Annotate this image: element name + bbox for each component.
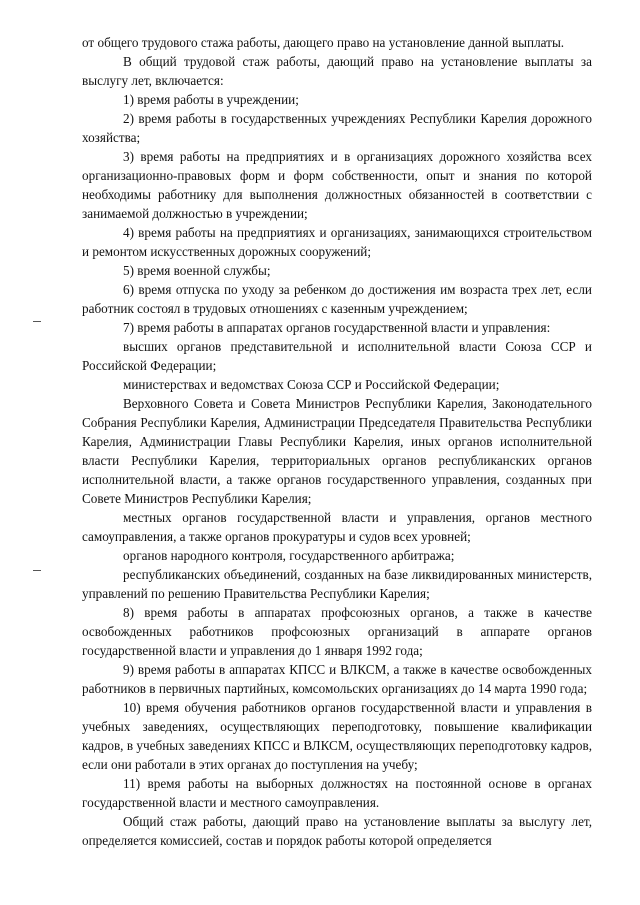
list-item-11: 11) время работы на выборных должностях на постоянной основе в органах государственной власти и местного самоуправления. <box>82 776 592 810</box>
margin-mark-upper <box>33 321 41 322</box>
list-item-9: 9) время работы в аппаратах КПСС и ВЛКСМ, а также в качестве освобожденных работников в первичных партийных, комсомольских организациях до 14 марта 1990 года; <box>82 662 592 696</box>
document-page <box>82 33 592 850</box>
list-item-7: 7) время работы в аппаратах органов государственной власти и управления: <box>123 320 551 335</box>
list-subitem-7d: местных органов государственной власти и управления, органов местного самоуправления, а также органов прокуратуры и судов всех уровней; <box>82 510 592 544</box>
margin-mark-lower <box>33 570 41 571</box>
list-item-3: 3) время работы на предприятиях и в организациях дорожного хозяйства всех организационно-правовых форм и форм собственности, опыт и знания по которой необходимы работнику для выполнения должностных обязанностей в соответствии с занимаемой должностью в учреждении; <box>82 149 592 221</box>
list-item-2: 2) время работы в государственных учреждениях Республики Карелия дорожного хозяйства; <box>82 111 592 145</box>
list-item-5: 5) время военной службы; <box>123 263 271 278</box>
list-item-1: 1) время работы в учреждении; <box>123 92 299 107</box>
list-subitem-7f: республиканских объединений, созданных на базе ликвидированных министерств, управлений по решению Правительства Республики Карелия; <box>82 567 592 601</box>
list-item-10: 10) время обучения работников органов государственной власти и управления в учебных заведениях, осуществляющих переподготовку, повышение квалификации кадров, в учебных заведениях КПСС и ВЛКСМ, осуществляющих переподготовку кадров, если они работали в этих органах до поступления на учебу; <box>82 700 592 772</box>
paragraph-final: Общий стаж работы, дающий право на установление выплаты за выслугу лет, определяется комиссией, состав и порядок работы которой определяется <box>82 814 592 848</box>
list-item-6: 6) время отпуска по уходу за ребенком до достижения им возраста трех лет, если работник состоял в трудовых отношениях с казенным учреждением; <box>82 282 592 316</box>
list-item-4: 4) время работы на предприятиях и организациях, занимающихся строительством и ремонтом искусственных дорожных сооружений; <box>82 225 592 259</box>
paragraph-continuation: от общего трудового стажа работы, дающего право на установление данной выплаты. <box>82 35 565 50</box>
list-subitem-7e: органов народного контроля, государственного арбитража; <box>123 548 455 563</box>
list-subitem-7a: высших органов представительной и исполнительной власти Союза ССР и Российской Федерации; <box>82 339 592 373</box>
paragraph-intro: В общий трудовой стаж работы, дающий право на установление выплаты за выслугу лет, включается: <box>82 54 592 88</box>
list-subitem-7b: министерствах и ведомствах Союза ССР и Российской Федерации; <box>123 377 500 392</box>
list-subitem-7c: Верховного Совета и Совета Министров Республики Карелия, Законодательного Собрания Республики Карелия, Администрации Председателя Правительства Республики Карелия, Администрации Главы Республики Карелия, иных органов исполнительной власти Республики Карелия, территориальных органов республиканских органов исполнительной власти, а также органов государственного управления, созданных при Совете Министров Республики Карелия; <box>82 396 592 506</box>
list-item-8: 8) время работы в аппаратах профсоюзных органов, а также в качестве освобожденных работников профсоюзных организаций в аппарате органов государственной власти и управления до 1 января 1992 года; <box>82 605 592 658</box>
